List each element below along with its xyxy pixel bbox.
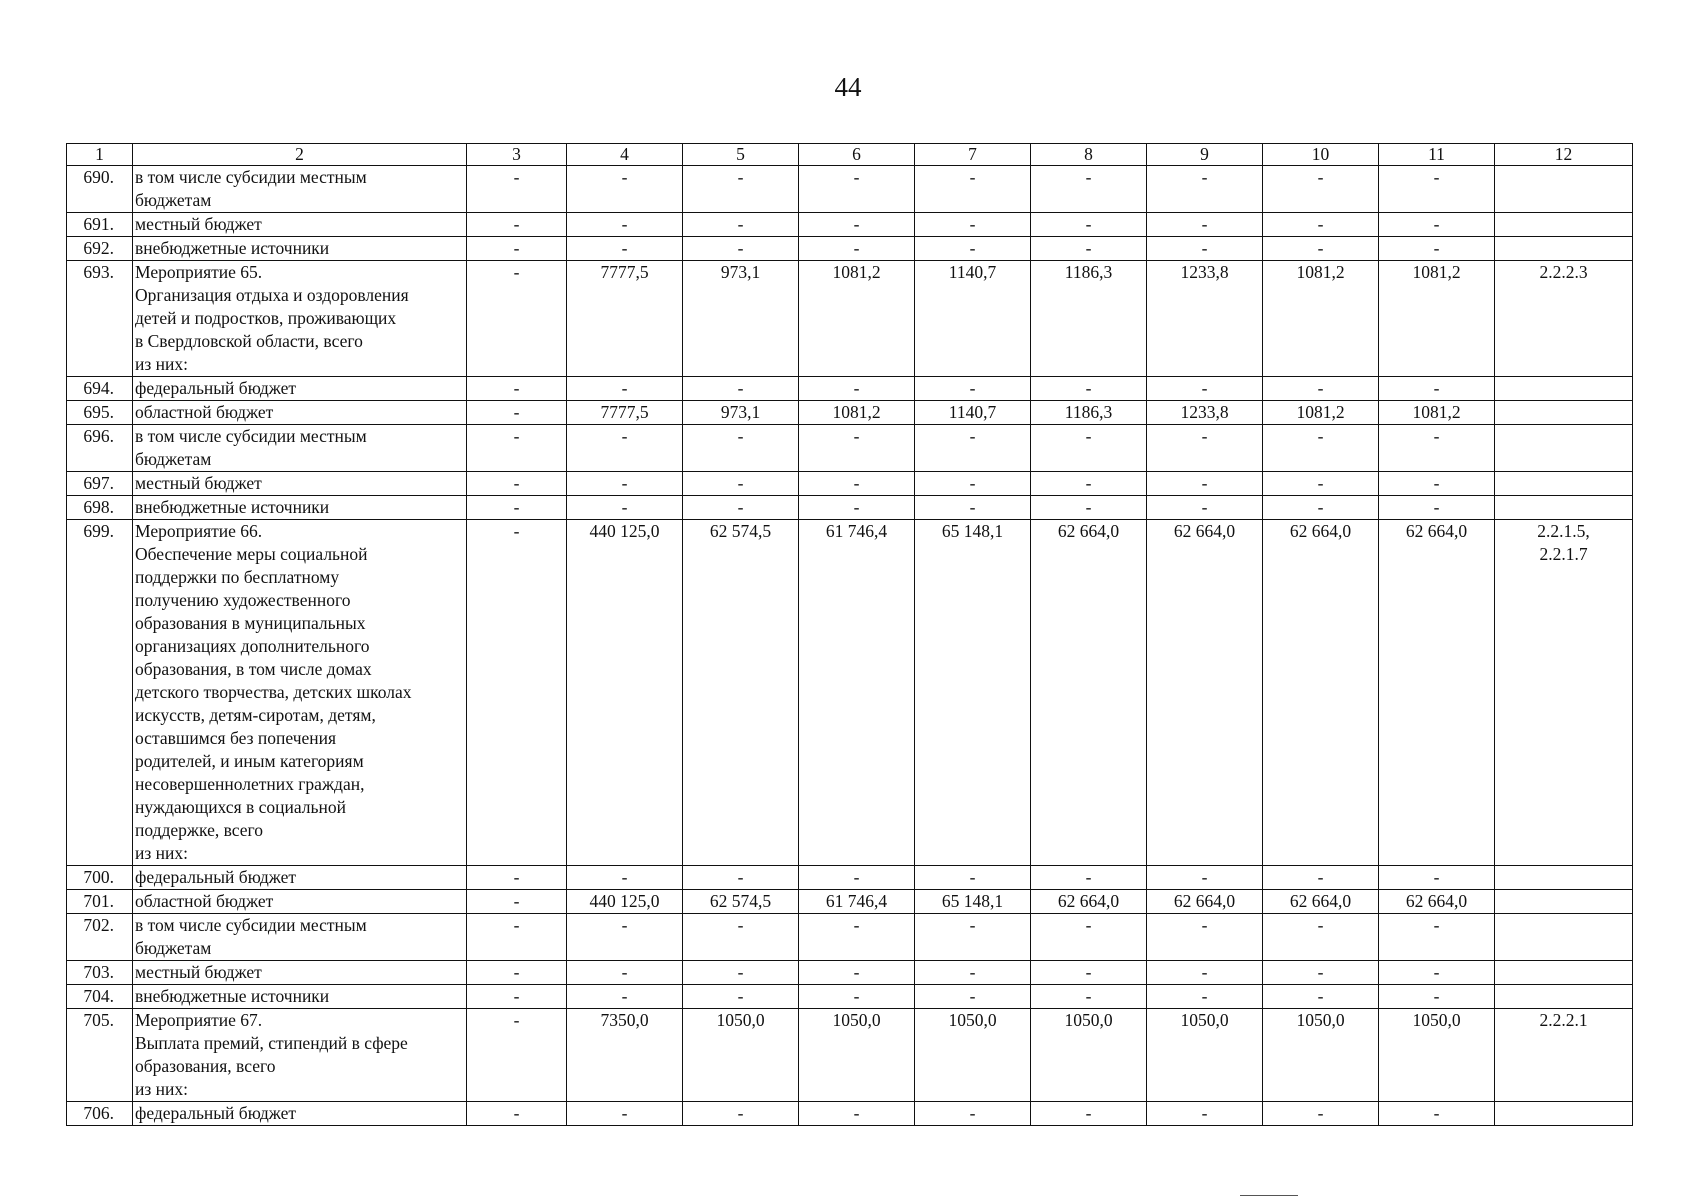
value-cell: 1050,0: [799, 1009, 915, 1102]
value-cell: 65 148,1: [915, 520, 1031, 866]
value-cell: -: [1031, 213, 1147, 237]
value-cell: 62 664,0: [1147, 520, 1263, 866]
value-cell: 62 664,0: [1263, 520, 1379, 866]
value-cell: -: [1379, 866, 1495, 890]
value-cell: -: [467, 985, 567, 1009]
value-cell: 973,1: [683, 261, 799, 377]
value-cell: -: [1031, 166, 1147, 213]
reference-cell: [1495, 866, 1633, 890]
row-description: Мероприятие 66. Обеспечение меры социальной поддержки по бесплатному получению художественного образования в муниципальных организациях дополнительного образования, в том числе домах детского творчества, детских школах искусств, детям-сиротам, детям, оставшимся без попечения родителей, и иным категориям несовершеннолетних граждан, нуждающихся в социальной поддержке, всего из них:: [133, 520, 467, 866]
value-cell: -: [567, 496, 683, 520]
table-row: [67, 237, 1633, 261]
value-cell: -: [1147, 377, 1263, 401]
value-cell: 1050,0: [1379, 1009, 1495, 1102]
value-cell: -: [567, 425, 683, 472]
table-row: [67, 496, 1633, 520]
row-number: 691.: [67, 213, 133, 237]
reference-cell: [1495, 961, 1633, 985]
value-cell: -: [683, 1102, 799, 1126]
value-cell: 62 664,0: [1263, 890, 1379, 914]
value-cell: 61 746,4: [799, 520, 915, 866]
footer-divider: [1240, 1195, 1298, 1196]
header-cell: 4: [567, 144, 683, 166]
value-cell: -: [915, 425, 1031, 472]
row-number: 692.: [67, 237, 133, 261]
row-description: местный бюджет: [133, 472, 467, 496]
value-cell: -: [467, 1009, 567, 1102]
row-description: местный бюджет: [133, 961, 467, 985]
reference-cell: [1495, 213, 1633, 237]
value-cell: -: [1031, 866, 1147, 890]
row-description: областной бюджет: [133, 890, 467, 914]
value-cell: -: [799, 425, 915, 472]
value-cell: 62 574,5: [683, 890, 799, 914]
value-cell: -: [1379, 472, 1495, 496]
row-number: 695.: [67, 401, 133, 425]
value-cell: 1140,7: [915, 401, 1031, 425]
value-cell: -: [1379, 496, 1495, 520]
reference-cell: [1495, 377, 1633, 401]
value-cell: 65 148,1: [915, 890, 1031, 914]
header-cell: 2: [133, 144, 467, 166]
row-number: 701.: [67, 890, 133, 914]
row-number: 705.: [67, 1009, 133, 1102]
value-cell: -: [467, 213, 567, 237]
value-cell: -: [799, 166, 915, 213]
row-number: 697.: [67, 472, 133, 496]
value-cell: -: [915, 914, 1031, 961]
table-row: [67, 985, 1633, 1009]
value-cell: 62 574,5: [683, 520, 799, 866]
value-cell: -: [1263, 237, 1379, 261]
reference-cell: 2.2.1.5, 2.2.1.7: [1495, 520, 1633, 866]
value-cell: -: [1379, 377, 1495, 401]
value-cell: 1233,8: [1147, 401, 1263, 425]
value-cell: -: [1031, 985, 1147, 1009]
value-cell: 1050,0: [915, 1009, 1031, 1102]
row-description: внебюджетные источники: [133, 985, 467, 1009]
row-description: Мероприятие 67. Выплата премий, стипендий в сфере образования, всего из них:: [133, 1009, 467, 1102]
value-cell: -: [1147, 1102, 1263, 1126]
value-cell: -: [915, 985, 1031, 1009]
value-cell: -: [1147, 472, 1263, 496]
value-cell: -: [1147, 213, 1263, 237]
value-cell: -: [1379, 1102, 1495, 1126]
value-cell: -: [1263, 166, 1379, 213]
value-cell: -: [467, 401, 567, 425]
value-cell: -: [467, 261, 567, 377]
row-description: в том числе субсидии местным бюджетам: [133, 914, 467, 961]
value-cell: 62 664,0: [1147, 890, 1263, 914]
value-cell: -: [1031, 425, 1147, 472]
value-cell: -: [1147, 985, 1263, 1009]
value-cell: 1050,0: [1263, 1009, 1379, 1102]
value-cell: -: [1263, 914, 1379, 961]
value-cell: -: [567, 166, 683, 213]
row-number: 700.: [67, 866, 133, 890]
value-cell: -: [1263, 472, 1379, 496]
value-cell: -: [1031, 961, 1147, 985]
value-cell: -: [683, 961, 799, 985]
value-cell: -: [1263, 1102, 1379, 1126]
value-cell: 7777,5: [567, 261, 683, 377]
value-cell: 1140,7: [915, 261, 1031, 377]
header-cell: 1: [67, 144, 133, 166]
value-cell: -: [683, 866, 799, 890]
reference-cell: [1495, 425, 1633, 472]
value-cell: -: [799, 914, 915, 961]
value-cell: 61 746,4: [799, 890, 915, 914]
table-row: [67, 472, 1633, 496]
value-cell: -: [1379, 166, 1495, 213]
value-cell: 7777,5: [567, 401, 683, 425]
row-description: федеральный бюджет: [133, 1102, 467, 1126]
value-cell: -: [1379, 985, 1495, 1009]
value-cell: -: [1263, 377, 1379, 401]
value-cell: -: [467, 472, 567, 496]
value-cell: -: [683, 914, 799, 961]
table-row: [67, 213, 1633, 237]
value-cell: -: [683, 237, 799, 261]
value-cell: -: [799, 985, 915, 1009]
table-row: [67, 1102, 1633, 1126]
value-cell: 1050,0: [1031, 1009, 1147, 1102]
header-cell: 11: [1379, 144, 1495, 166]
row-number: 690.: [67, 166, 133, 213]
value-cell: -: [567, 472, 683, 496]
row-number: 702.: [67, 914, 133, 961]
row-description: федеральный бюджет: [133, 377, 467, 401]
table-row: [67, 377, 1633, 401]
value-cell: 7350,0: [567, 1009, 683, 1102]
row-description: в том числе субсидии местным бюджетам: [133, 166, 467, 213]
value-cell: -: [799, 961, 915, 985]
value-cell: -: [915, 213, 1031, 237]
value-cell: 62 664,0: [1031, 520, 1147, 866]
value-cell: -: [467, 890, 567, 914]
table-body: [67, 144, 1633, 1126]
value-cell: 973,1: [683, 401, 799, 425]
value-cell: -: [1379, 237, 1495, 261]
value-cell: -: [915, 961, 1031, 985]
reference-cell: [1495, 401, 1633, 425]
header-row: [67, 144, 1633, 166]
reference-cell: [1495, 890, 1633, 914]
value-cell: -: [467, 496, 567, 520]
value-cell: -: [1031, 914, 1147, 961]
value-cell: 1050,0: [683, 1009, 799, 1102]
value-cell: -: [1379, 213, 1495, 237]
value-cell: -: [1147, 166, 1263, 213]
table-row: [67, 401, 1633, 425]
value-cell: -: [567, 961, 683, 985]
value-cell: -: [1031, 237, 1147, 261]
reference-cell: [1495, 1102, 1633, 1126]
value-cell: -: [1263, 961, 1379, 985]
value-cell: -: [467, 866, 567, 890]
table-row: [67, 1009, 1633, 1102]
value-cell: -: [915, 1102, 1031, 1126]
value-cell: -: [1031, 1102, 1147, 1126]
value-cell: -: [1147, 961, 1263, 985]
value-cell: -: [799, 496, 915, 520]
header-cell: 12: [1495, 144, 1633, 166]
value-cell: -: [567, 377, 683, 401]
value-cell: 1081,2: [1379, 401, 1495, 425]
value-cell: 1081,2: [1379, 261, 1495, 377]
row-number: 694.: [67, 377, 133, 401]
reference-cell: 2.2.2.3: [1495, 261, 1633, 377]
value-cell: -: [1263, 866, 1379, 890]
value-cell: -: [1031, 472, 1147, 496]
value-cell: -: [467, 425, 567, 472]
reference-cell: [1495, 166, 1633, 213]
value-cell: -: [567, 237, 683, 261]
page-number: 44: [834, 72, 862, 102]
value-cell: -: [1147, 914, 1263, 961]
header-cell: 6: [799, 144, 915, 166]
value-cell: -: [799, 866, 915, 890]
value-cell: -: [467, 377, 567, 401]
value-cell: 1081,2: [799, 261, 915, 377]
value-cell: -: [1379, 914, 1495, 961]
value-cell: -: [799, 377, 915, 401]
value-cell: -: [567, 866, 683, 890]
row-description: федеральный бюджет: [133, 866, 467, 890]
value-cell: -: [915, 237, 1031, 261]
budget-table: [66, 143, 1633, 1126]
value-cell: 62 664,0: [1379, 890, 1495, 914]
value-cell: 1081,2: [799, 401, 915, 425]
value-cell: -: [915, 166, 1031, 213]
header-cell: 3: [467, 144, 567, 166]
row-number: 696.: [67, 425, 133, 472]
table-row: [67, 425, 1633, 472]
value-cell: -: [1147, 237, 1263, 261]
value-cell: 440 125,0: [567, 520, 683, 866]
value-cell: -: [567, 213, 683, 237]
value-cell: -: [915, 496, 1031, 520]
value-cell: -: [683, 213, 799, 237]
value-cell: -: [799, 472, 915, 496]
reference-cell: [1495, 472, 1633, 496]
row-number: 699.: [67, 520, 133, 866]
value-cell: 1081,2: [1263, 401, 1379, 425]
row-number: 703.: [67, 961, 133, 985]
table-row: [67, 261, 1633, 377]
value-cell: 1081,2: [1263, 261, 1379, 377]
row-number: 706.: [67, 1102, 133, 1126]
value-cell: -: [1147, 425, 1263, 472]
value-cell: -: [1147, 496, 1263, 520]
value-cell: -: [915, 377, 1031, 401]
reference-cell: 2.2.2.1: [1495, 1009, 1633, 1102]
row-description: местный бюджет: [133, 213, 467, 237]
value-cell: 62 664,0: [1379, 520, 1495, 866]
value-cell: -: [1031, 496, 1147, 520]
row-number: 704.: [67, 985, 133, 1009]
value-cell: -: [683, 377, 799, 401]
header-cell: 5: [683, 144, 799, 166]
value-cell: -: [1031, 377, 1147, 401]
header-cell: 7: [915, 144, 1031, 166]
table-row: [67, 961, 1633, 985]
value-cell: -: [567, 985, 683, 1009]
table-row: [67, 166, 1633, 213]
table-row: [67, 914, 1633, 961]
value-cell: -: [1263, 985, 1379, 1009]
reference-cell: [1495, 496, 1633, 520]
reference-cell: [1495, 914, 1633, 961]
header-cell: 10: [1263, 144, 1379, 166]
value-cell: 1186,3: [1031, 401, 1147, 425]
value-cell: -: [915, 866, 1031, 890]
table-row: [67, 520, 1633, 866]
reference-cell: [1495, 237, 1633, 261]
header-cell: 9: [1147, 144, 1263, 166]
value-cell: -: [1263, 496, 1379, 520]
row-description: внебюджетные источники: [133, 496, 467, 520]
value-cell: -: [915, 472, 1031, 496]
table-row: [67, 890, 1633, 914]
value-cell: 1050,0: [1147, 1009, 1263, 1102]
value-cell: -: [1263, 425, 1379, 472]
value-cell: -: [1379, 425, 1495, 472]
row-description: внебюджетные источники: [133, 237, 467, 261]
value-cell: -: [683, 472, 799, 496]
value-cell: -: [799, 213, 915, 237]
value-cell: -: [1263, 213, 1379, 237]
value-cell: 62 664,0: [1031, 890, 1147, 914]
value-cell: -: [567, 914, 683, 961]
value-cell: -: [467, 237, 567, 261]
value-cell: -: [1147, 866, 1263, 890]
value-cell: -: [467, 961, 567, 985]
value-cell: 440 125,0: [567, 890, 683, 914]
value-cell: -: [467, 1102, 567, 1126]
value-cell: -: [467, 914, 567, 961]
value-cell: 1186,3: [1031, 261, 1147, 377]
reference-cell: [1495, 985, 1633, 1009]
row-number: 693.: [67, 261, 133, 377]
row-number: 698.: [67, 496, 133, 520]
value-cell: 1233,8: [1147, 261, 1263, 377]
value-cell: -: [683, 985, 799, 1009]
value-cell: -: [467, 520, 567, 866]
value-cell: -: [799, 237, 915, 261]
value-cell: -: [1379, 961, 1495, 985]
table-row: [67, 866, 1633, 890]
value-cell: -: [683, 425, 799, 472]
header-cell: 8: [1031, 144, 1147, 166]
value-cell: -: [683, 166, 799, 213]
row-description: областной бюджет: [133, 401, 467, 425]
value-cell: -: [567, 1102, 683, 1126]
row-description: в том числе субсидии местным бюджетам: [133, 425, 467, 472]
value-cell: -: [799, 1102, 915, 1126]
value-cell: -: [467, 166, 567, 213]
row-description: Мероприятие 65. Организация отдыха и оздоровления детей и подростков, проживающих в Свердловской области, всего из них:: [133, 261, 467, 377]
value-cell: -: [683, 496, 799, 520]
